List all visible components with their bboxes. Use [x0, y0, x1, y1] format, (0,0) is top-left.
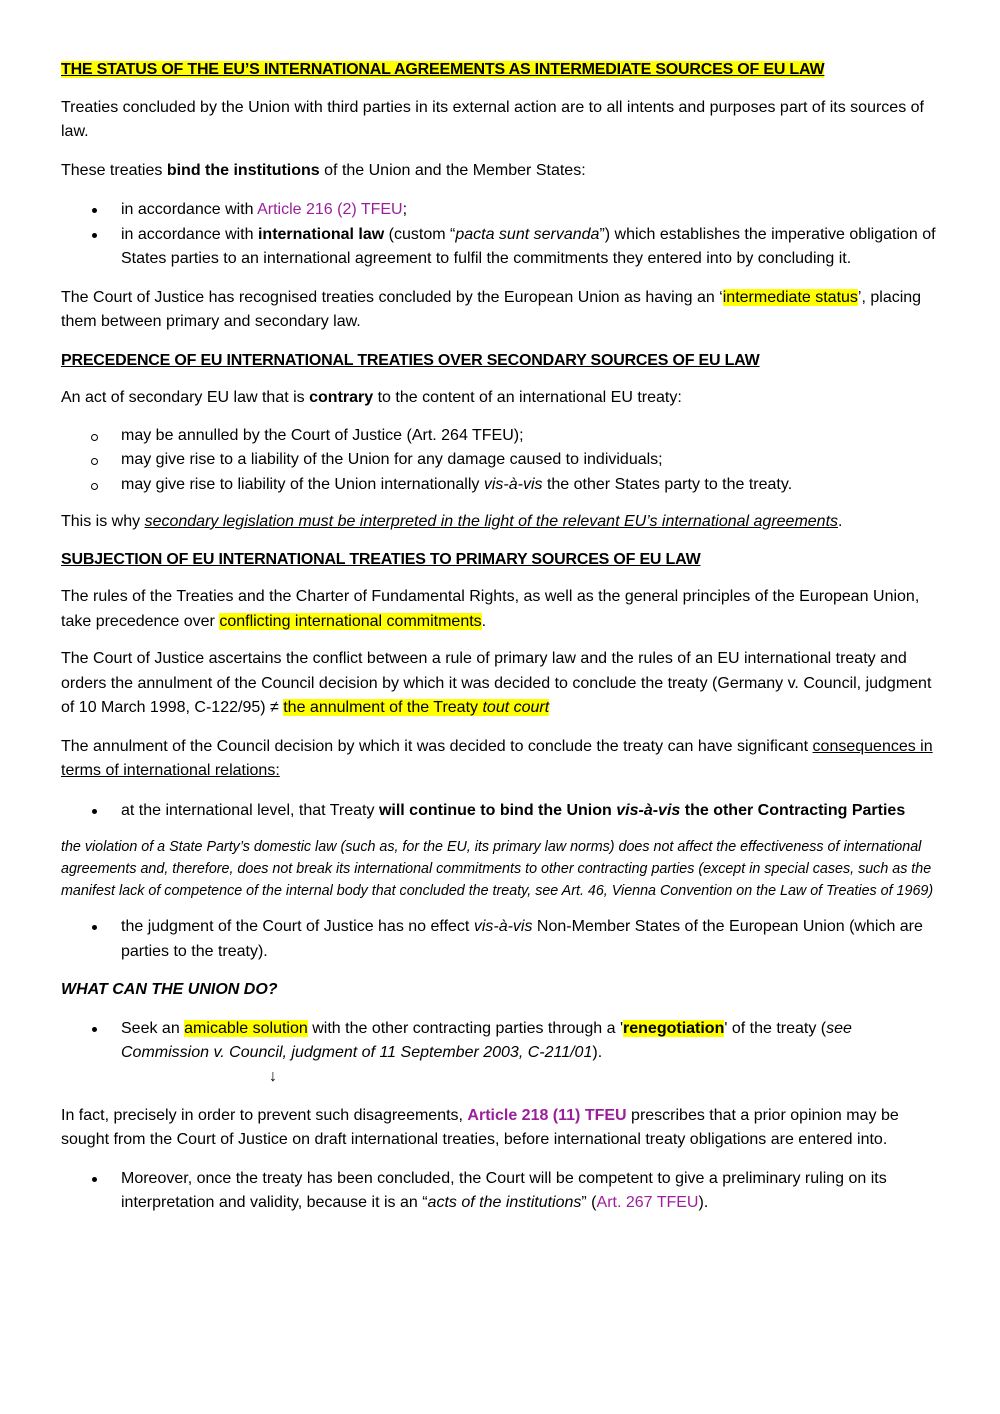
list-item [61, 198, 941, 223]
heading-precedence: PRECEDENCE OF EU INTERNATIONAL TREATIES OVER SECONDARY SOURCES OF EU LAW [61, 351, 760, 369]
list-item [61, 1017, 941, 1066]
bold-text: contrary [309, 389, 374, 406]
bullet-list-accordance [61, 198, 941, 272]
list-item [61, 223, 941, 272]
italic-text: acts of the institutions [427, 1194, 582, 1211]
heading-what-can-union-do: WHAT CAN THE UNION DO? [61, 981, 278, 998]
bold-text: bind the institutions [166, 161, 320, 179]
bullet-list-judgment [61, 915, 941, 964]
note-vienna-convention: the violation of a State Party’s domestic law (such as, for the EU, its primary law norms) does not affect the effectiveness of international agreements and, therefore, does not break its international commitments to other contracting parties (except in special cases, such as the manifest lack of competence of the internal body that concluded the treaty, see Art. 46, Vienna Convention on the Law of Treaties of 1969) [61, 839, 934, 899]
text: ’, placing them between primary and secondary law. [61, 288, 922, 330]
text: the judgment of the Court of Justice has no effect [121, 918, 474, 935]
heading-status-text: THE STATUS OF THE EU’S INTERNATIONAL AGREEMENTS AS INTERMEDIATE SOURCES OF EU LAW [61, 61, 825, 78]
article-267-link[interactable]: Art. 267 TFEU [596, 1194, 699, 1211]
bold-italic-text: vis-à-vis [616, 801, 681, 819]
text: These treaties [61, 161, 167, 179]
highlighted-text: amicable solution [184, 1019, 308, 1037]
heading-status [61, 58, 941, 83]
text: to the content of an international EU treaty: [373, 389, 682, 406]
text: the annulment of the Treaty [283, 699, 483, 716]
text: may give rise to liability of the Union internationally [121, 475, 484, 493]
text: In fact, precisely in order to prevent such disagreements, [61, 1106, 468, 1124]
text: ). [592, 1044, 603, 1061]
list-item: may be annulled by the Court of Justice (Art. 264 TFEU); [61, 424, 941, 449]
bold-text: international law [257, 225, 385, 243]
text: ”) which establishes the imperative obligation of States parties to an international agreement to fulfil the commitments they entered into by concluding it. [121, 225, 936, 267]
list-item [61, 473, 941, 498]
highlighted-text: intermediate status [722, 288, 858, 306]
heading-subjection: SUBJECTION OF EU INTERNATIONAL TREATIES TO PRIMARY SOURCES OF EU LAW [61, 550, 701, 568]
bold-text: will continue to bind the Union [378, 801, 617, 819]
text: ' of the treaty ( [724, 1019, 827, 1037]
text: Non-Member States of the European Union (which are parties to the treaty). [121, 918, 923, 960]
article-218-link[interactable]: Article 218 (11) TFEU [467, 1106, 627, 1124]
text: in accordance with [121, 225, 258, 243]
circle-list-consequences [61, 424, 941, 498]
article-216-link[interactable]: Article 216 (2) TFEU [257, 201, 403, 218]
highlighted-bold-text: renegotiation [623, 1019, 725, 1037]
paragraph-annulment-decision [61, 647, 941, 721]
italic-text: vis-à-vis [473, 918, 533, 935]
paragraph-treaties-sources: Treaties concluded by the Union with third parties in its external action are to all intents and purposes part of its sources of law. [61, 98, 924, 140]
highlighted-text: conflicting international commitments [219, 612, 482, 630]
text: The annulment of the Council decision by which it was decided to conclude the treaty can have significant [61, 737, 813, 755]
italic-text: see Commission v. Council, judgment of 11 September 2003, C-211/01 [121, 1019, 852, 1061]
document-page [61, 58, 941, 1216]
underlined-text: consequences in terms of international relations: [61, 737, 933, 779]
bullet-list-preliminary-ruling [61, 1167, 941, 1216]
text: The Court of Justice has recognised treaties concluded by the European Union as having an ‘ [61, 288, 723, 306]
paragraph-bind-institutions [61, 159, 941, 184]
bullet-list-international-level [61, 799, 941, 824]
paragraph-interpretation [61, 510, 941, 535]
list-item [61, 799, 941, 824]
down-arrow-icon: ↓ [269, 1067, 277, 1085]
italic-text: tout court [482, 699, 550, 716]
paragraph-intermediate-status [61, 286, 941, 335]
text: ” ( [581, 1194, 597, 1211]
text: . [481, 612, 487, 630]
list-item [61, 915, 941, 964]
text: of the Union and the Member States: [319, 161, 586, 179]
paragraph-consequences [61, 735, 941, 784]
text: Seek an [121, 1019, 185, 1037]
text: with the other contracting parties through a ' [307, 1019, 624, 1037]
text: ). [698, 1194, 709, 1211]
list-item: may give rise to a liability of the Union for any damage caused to individuals; [61, 448, 941, 473]
list-item [61, 1167, 941, 1216]
paragraph-precedence-charter [61, 585, 941, 634]
text: at the international level, that Treaty [121, 801, 379, 819]
text: prescribes that a prior opinion may be sought from the Court of Justice on draft international treaties, before international treaty obligations are entered into. [61, 1106, 899, 1148]
text: . [838, 513, 843, 530]
text: in accordance with [121, 201, 258, 218]
text: The Court of Justice ascertains the conflict between a rule of primary law and the rules of an EU international treaty and orders the annulment of the Council decision by which it was decided to conclude the treaty (Germany v. Council, judgment of 10 March 1998, C-122/95) ≠ [61, 650, 932, 716]
bold-text: the other Contracting Parties [680, 801, 906, 819]
text: Moreover, once the treaty has been concluded, the Court will be competent to give a preliminary ruling on its interpretation and validity, because it is an “ [121, 1169, 887, 1211]
bullet-list-amicable [61, 1017, 941, 1066]
text: ; [402, 201, 408, 218]
underlined-italic-text: secondary legislation must be interpreted in the light of the relevant EU’s international agreements [144, 513, 839, 530]
text: (custom “ [384, 225, 456, 243]
paragraph-prior-opinion [61, 1104, 941, 1153]
text: An act of secondary EU law that is [61, 389, 310, 406]
paragraph-contrary [61, 386, 941, 411]
italic-text: vis-à-vis [483, 475, 543, 493]
highlighted-text [283, 699, 549, 716]
text: This is why [61, 513, 145, 530]
text: The rules of the Treaties and the Charter of Fundamental Rights, as well as the general principles of the European Union, take precedence over [61, 588, 920, 630]
text: the other States party to the treaty. [542, 475, 793, 493]
italic-text: pacta sunt servanda [455, 225, 600, 243]
